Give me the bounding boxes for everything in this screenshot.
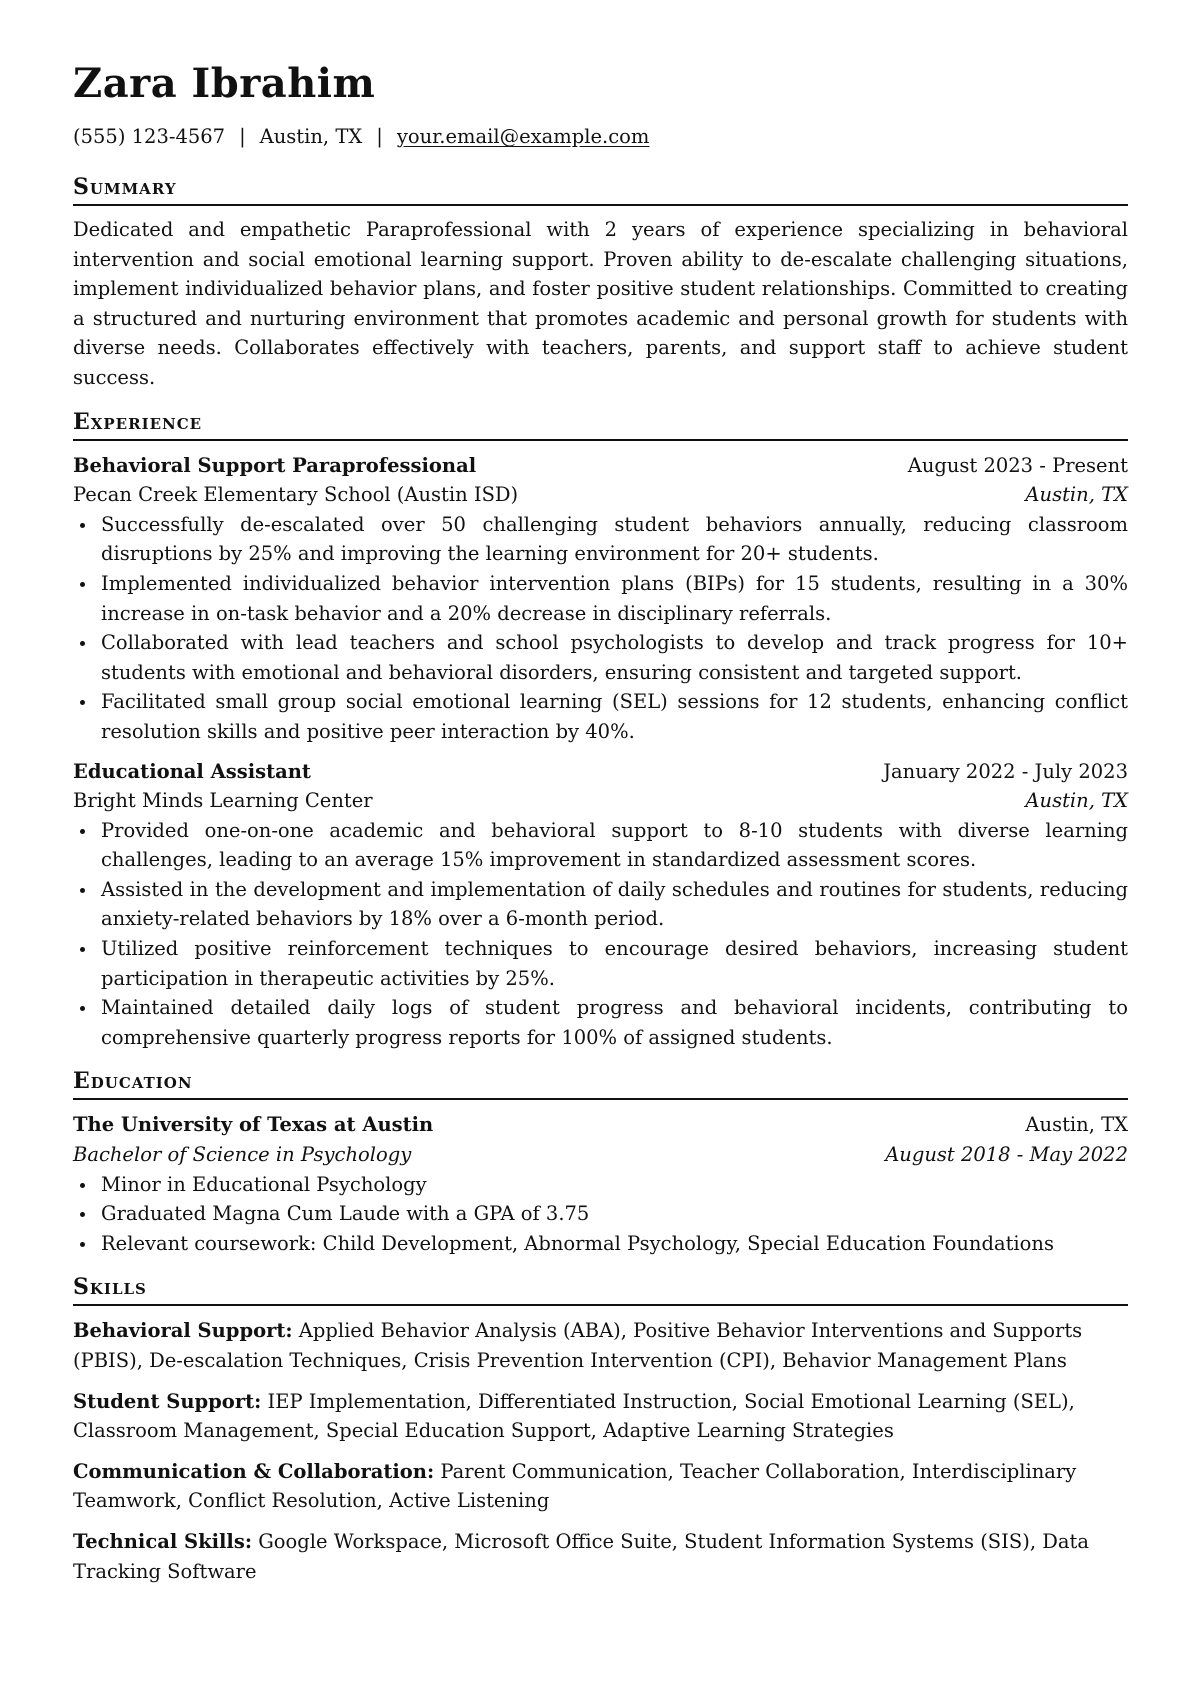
skill-group-items: Google Workspace, Microsoft Office Suite, Student Information Systems (SIS), Data Tracking Software xyxy=(73,1529,1089,1583)
bullet-text: Assisted in the development and implementation of daily schedules and routines for students, reducing anxiety-related behaviors by 18% over a 6-month period. xyxy=(101,877,1128,931)
list-item xyxy=(73,1170,1128,1200)
bullet-icon xyxy=(80,888,85,893)
job-subheader xyxy=(73,480,1128,510)
education-bullets xyxy=(73,1170,1128,1259)
summary-section xyxy=(73,172,1128,393)
section-title-experience: Experience xyxy=(73,407,1128,441)
skill-group-items: Applied Behavior Analysis (ABA), Positive Behavior Interventions and Supports (PBIS), De-escalation Techniques, Crisis Prevention Intervention (CPI), Behavior Management Plans xyxy=(73,1319,1083,1372)
skill-group-label: Technical Skills: xyxy=(73,1529,253,1553)
bullet-icon xyxy=(80,641,85,646)
list-item xyxy=(73,875,1128,934)
skill-group xyxy=(73,1316,1128,1375)
job-role: Educational Assistant xyxy=(73,759,311,783)
list-item xyxy=(73,687,1128,746)
skill-group xyxy=(73,1527,1128,1586)
location: Austin, TX xyxy=(259,125,363,148)
contact-separator: | xyxy=(239,125,246,148)
job-location: Austin, TX xyxy=(1025,789,1128,813)
list-item xyxy=(73,816,1128,875)
bullet-text: Relevant coursework: Child Development, Abnormal Psychology, Special Education Foundations xyxy=(101,1231,1054,1255)
bullet-icon xyxy=(80,1183,85,1188)
skills-list xyxy=(73,1316,1128,1586)
job-role: Behavioral Support Paraprofessional xyxy=(73,453,477,477)
phone-number: (555) 123-4567 xyxy=(73,125,226,148)
education-dates: August 2018 - May 2022 xyxy=(885,1143,1128,1167)
bullet-text: Facilitated small group social emotional learning (SEL) sessions for 12 students, enhancing conflict resolution skills and positive peer interaction by 40%. xyxy=(101,690,1128,743)
job-bullets xyxy=(73,816,1128,1053)
job-subheader xyxy=(73,786,1128,816)
bullet-icon xyxy=(80,1212,85,1217)
bullet-icon xyxy=(80,1242,85,1247)
skill-group-label: Communication & Collaboration: xyxy=(73,1459,435,1483)
job-organization: Bright Minds Learning Center xyxy=(73,789,373,813)
job-header xyxy=(73,451,1128,481)
resume-content xyxy=(73,58,1128,1586)
bullet-text: Implemented individualized behavior intervention plans (BIPs) for 15 students, resulting in a 30% increase in on-task behavior and a 20% decrease in disciplinary referrals. xyxy=(101,571,1128,625)
bullet-text: Graduated Magna Cum Laude with a GPA of 3.75 xyxy=(101,1202,590,1226)
degree: Bachelor of Science in Psychology xyxy=(73,1143,412,1167)
bullet-text: Successfully de-escalated over 50 challenging student behaviors annually, reducing classroom disruptions by 25% and improving the learning environment for 20+ students. xyxy=(101,512,1128,566)
bullet-icon xyxy=(80,1006,85,1011)
list-item xyxy=(73,569,1128,628)
experience-section xyxy=(73,407,1128,1053)
job-entry xyxy=(73,451,1128,747)
list-item xyxy=(73,934,1128,993)
job-organization: Pecan Creek Elementary School (Austin ISD) xyxy=(73,483,519,507)
school-name: The University of Texas at Austin xyxy=(73,1113,434,1137)
bullet-text: Minor in Educational Psychology xyxy=(101,1172,427,1196)
list-item xyxy=(73,1199,1128,1229)
education-section xyxy=(73,1066,1128,1258)
bullet-icon xyxy=(80,947,85,952)
list-item xyxy=(73,993,1128,1052)
education-header xyxy=(73,1110,1128,1140)
skill-group-label: Behavioral Support: xyxy=(73,1319,293,1343)
job-dates: August 2023 - Present xyxy=(907,453,1128,477)
bullet-text: Maintained detailed daily logs of student progress and behavioral incidents, contributing to comprehensive quarterly progress reports for 100% of assigned students. xyxy=(101,996,1128,1049)
contact-line xyxy=(73,124,1128,150)
email-link[interactable]: your.email@example.com xyxy=(396,125,650,148)
candidate-name: Zara Ibrahim xyxy=(73,60,376,107)
skill-group xyxy=(73,1457,1128,1516)
bullet-text: Utilized positive reinforcement techniques to encourage desired behaviors, increasing student participation in therapeutic activities by 25%. xyxy=(101,937,1128,990)
job-location: Austin, TX xyxy=(1025,483,1128,507)
contact-separator: | xyxy=(376,125,383,148)
education-entry xyxy=(73,1110,1128,1258)
section-title-skills: Skills xyxy=(73,1272,1128,1306)
bullet-text: Provided one-on-one academic and behavioral support to 8-10 students with diverse learning challenges, leading to an average 15% improvement in standardized assessment scores. xyxy=(101,818,1128,872)
education-subheader xyxy=(73,1140,1128,1170)
job-dates: January 2022 - July 2023 xyxy=(883,759,1128,783)
list-item xyxy=(73,628,1128,687)
job-bullets xyxy=(73,510,1128,747)
section-title-summary: Summary xyxy=(73,172,1128,206)
bullet-icon xyxy=(80,700,85,705)
bullet-icon xyxy=(80,582,85,587)
bullet-text: Collaborated with lead teachers and school psychologists to develop and track progress for 10+ students with emotional and behavioral disorders, ensuring consistent and targeted support. xyxy=(101,631,1128,684)
school-location: Austin, TX xyxy=(1025,1113,1128,1137)
summary-text: Dedicated and empathetic Paraprofessional with 2 years of experience specializing in behavioral intervention and social emotional learning support. Proven ability to de-escalate challenging situations, implement individualized behavior plans, and foster positive student relationships. Committed to creating a structured and nurturing environment that promotes academic and personal growth for students with diverse needs. Collaborates effectively with teachers, parents, and support staff to achieve student success. xyxy=(73,218,1128,389)
skills-section xyxy=(73,1272,1128,1586)
bullet-icon xyxy=(80,523,85,528)
section-title-education: Education xyxy=(73,1066,1128,1100)
bullet-icon xyxy=(80,829,85,834)
list-item xyxy=(73,1229,1128,1259)
skill-group-label: Student Support: xyxy=(73,1389,262,1413)
skill-group-items: IEP Implementation, Differentiated Instruction, Social Emotional Learning (SEL), Classroom Management, Special Education Support, Adaptive Learning Strategies xyxy=(73,1389,1075,1443)
job-header xyxy=(73,757,1128,787)
job-entry xyxy=(73,757,1128,1053)
skill-group-items: Parent Communication, Teacher Collaboration, Interdisciplinary Teamwork, Conflict Resolution, Active Listening xyxy=(73,1459,1077,1513)
list-item xyxy=(73,510,1128,569)
skill-group xyxy=(73,1387,1128,1446)
